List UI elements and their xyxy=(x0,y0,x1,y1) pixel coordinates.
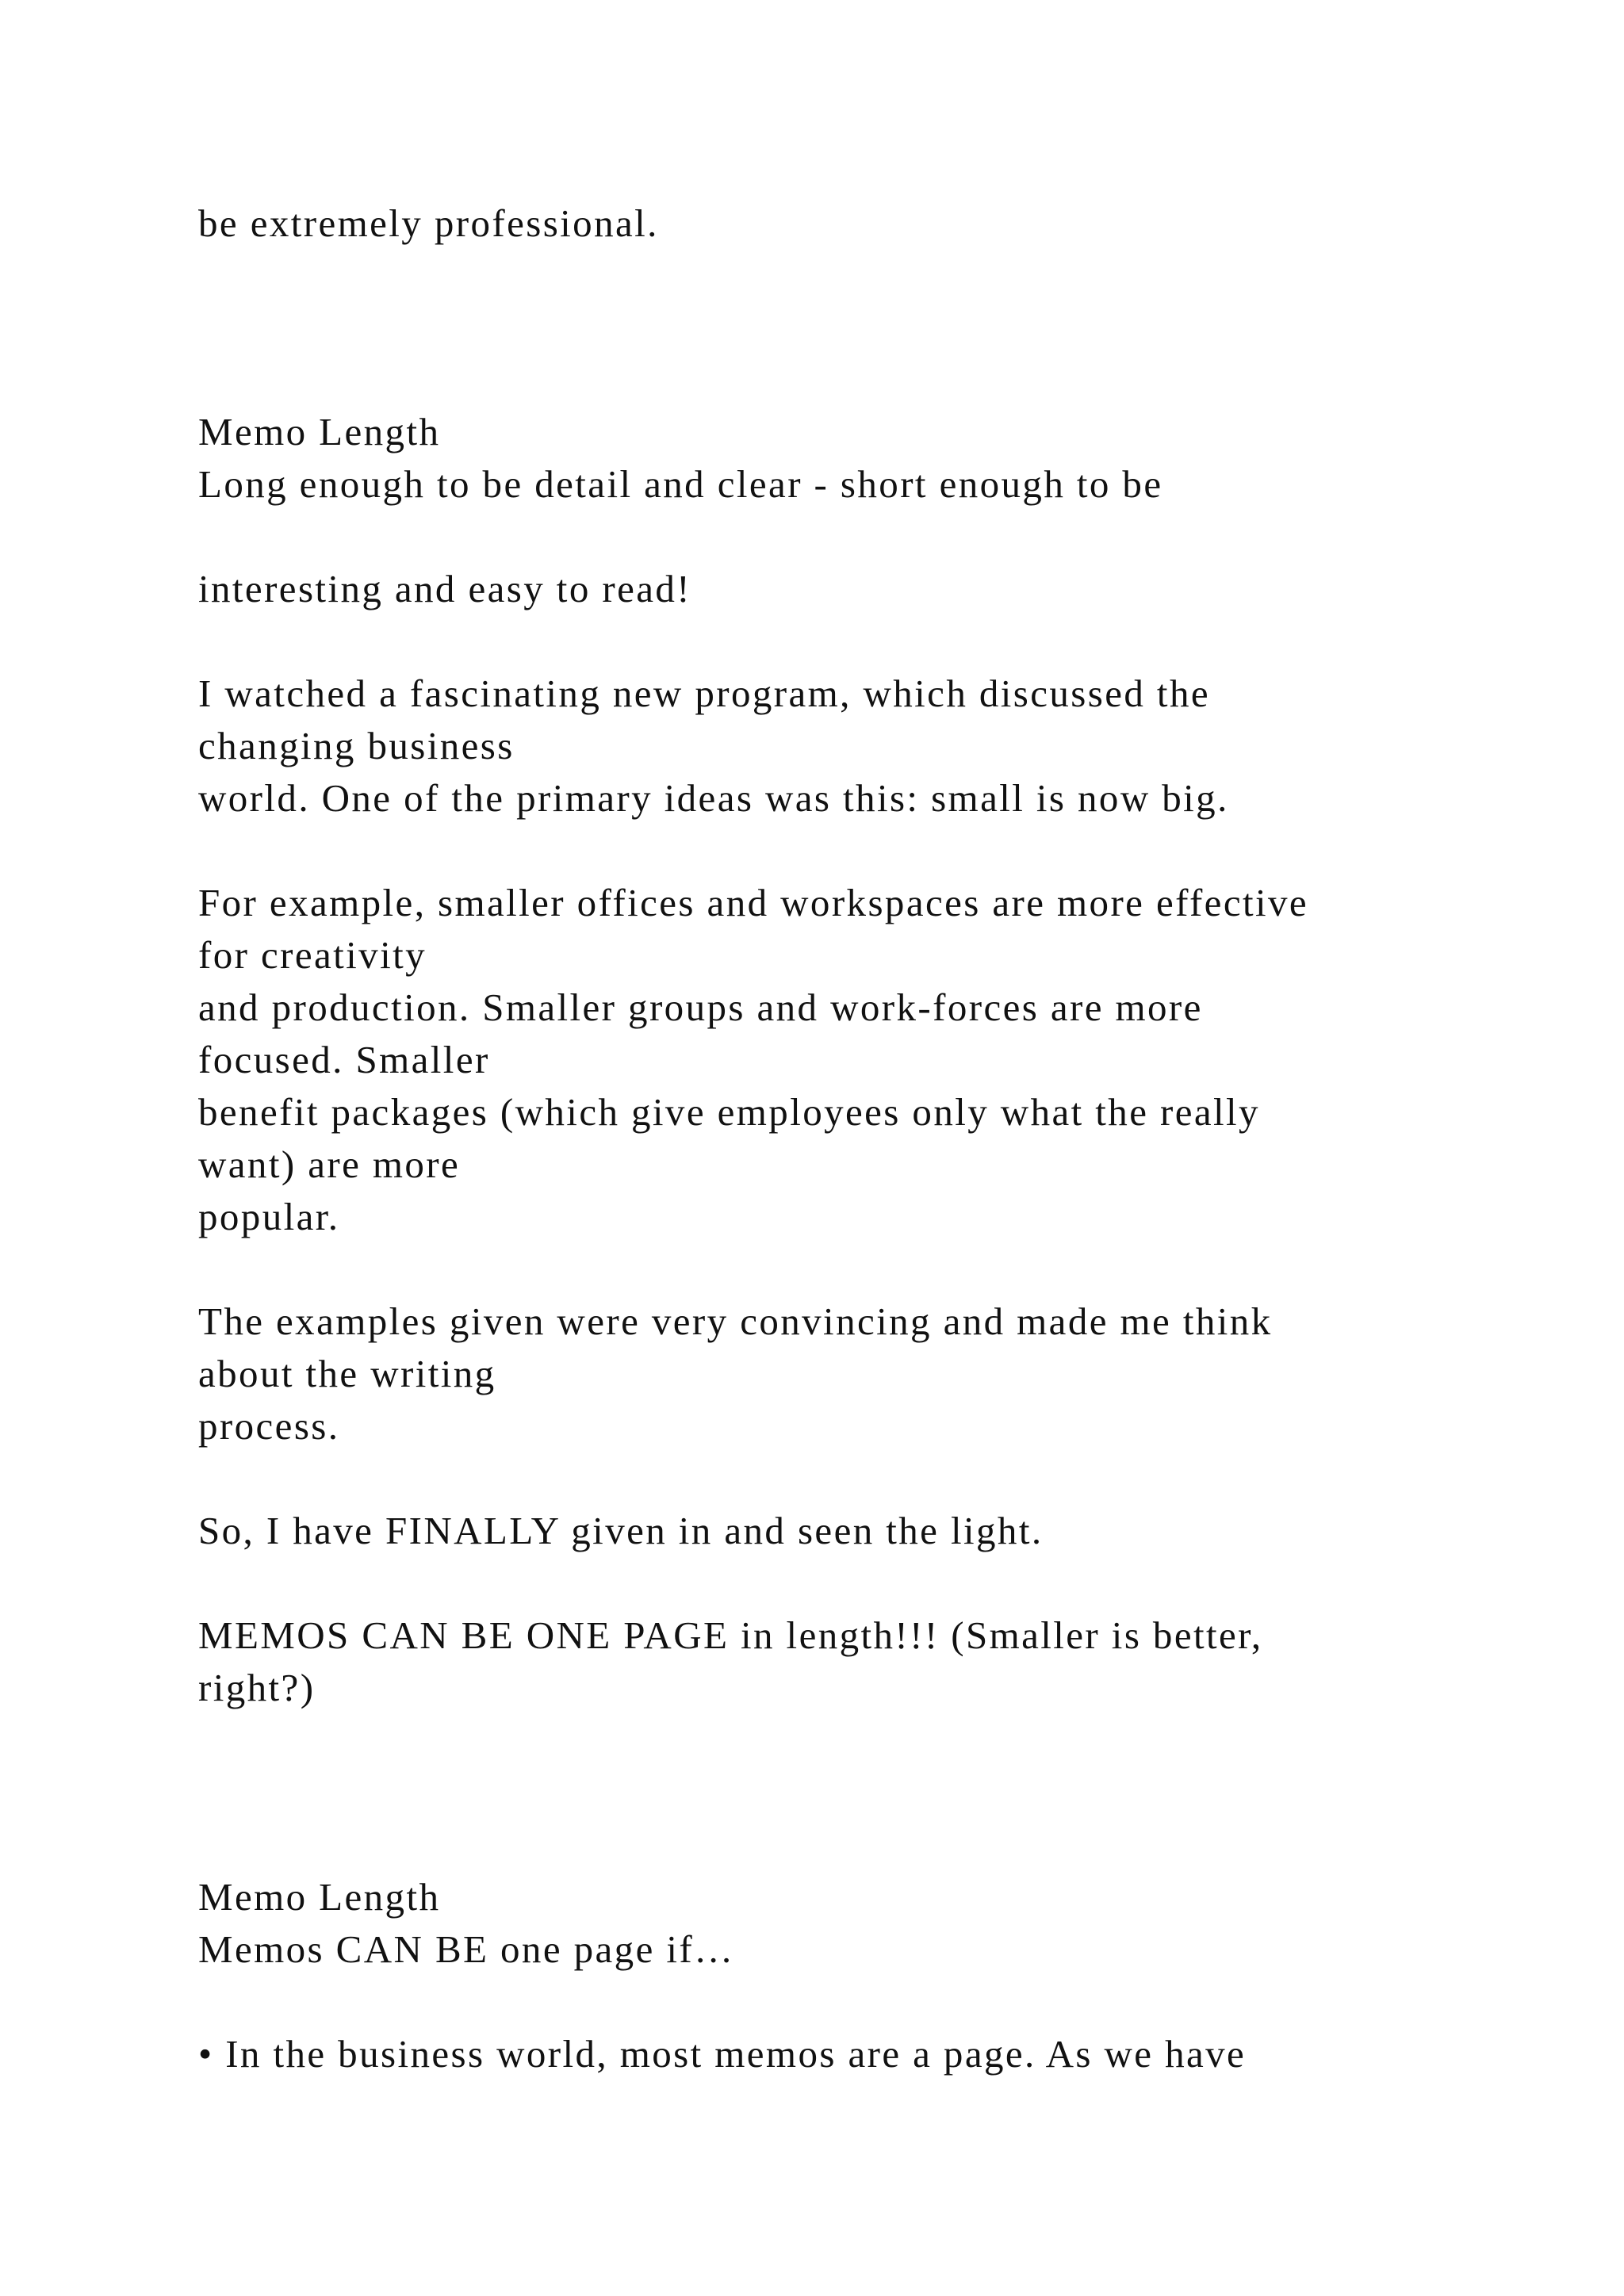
text-line: I watched a fascinating new program, which discussed the xyxy=(198,672,1210,715)
text-line: MEMOS CAN BE ONE PAGE in length!!! (Smaller is better, xyxy=(198,1613,1263,1657)
bullet-line: • In the business world, most memos are a page. As we have xyxy=(198,2032,1247,2076)
text-line: right?) xyxy=(198,1666,316,1709)
text-line: For example, smaller offices and workspaces are more effective xyxy=(198,881,1309,924)
text-line: want) are more xyxy=(198,1142,461,1186)
text-line: popular. xyxy=(198,1195,340,1238)
text-line: The examples given were very convincing and made me think xyxy=(198,1299,1273,1343)
text-line: process. xyxy=(198,1404,340,1448)
text-line: and production. Smaller groups and work-forces are more xyxy=(198,985,1203,1029)
text-line: Long enough to be detail and clear - short enough to be xyxy=(198,462,1163,506)
text-line: world. One of the primary ideas was this: small is now big. xyxy=(198,776,1229,820)
section-heading: Memo Length xyxy=(198,410,441,453)
text-line: benefit packages (which give employees only what the really xyxy=(198,1090,1260,1134)
text-line: So, I have FINALLY given in and seen the light. xyxy=(198,1509,1044,1552)
text-line: Memos CAN BE one page if… xyxy=(198,1927,735,1971)
section-heading: Memo Length xyxy=(198,1875,441,1919)
text-line: focused. Smaller xyxy=(198,1038,490,1081)
text-line: for creativity xyxy=(198,933,427,977)
text-line: changing business xyxy=(198,724,515,767)
text-line: interesting and easy to read! xyxy=(198,567,691,610)
text-line: about the writing xyxy=(198,1352,496,1395)
text-line: be extremely professional. xyxy=(198,201,659,245)
